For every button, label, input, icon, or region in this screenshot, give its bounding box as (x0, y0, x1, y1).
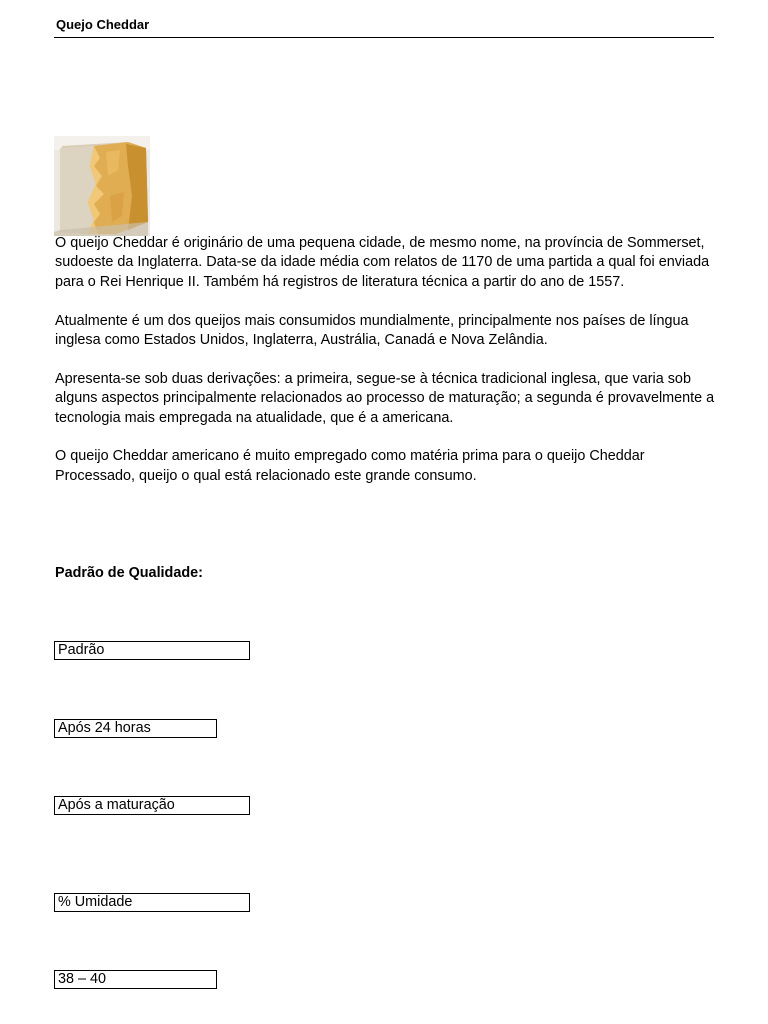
table-cell-umidade: % Umidade (54, 893, 250, 912)
table-cell-apos-maturacao: Após a maturação (54, 796, 250, 815)
table-cell-padrao: Padrão (54, 641, 250, 660)
table-cell-apos-24-horas: Após 24 horas (54, 719, 217, 738)
table-cell-umidade-value: 38 – 40 (54, 970, 217, 989)
cheddar-cheese-image (54, 136, 150, 236)
cheddar-cheese-icon (54, 136, 150, 236)
quality-standard-heading: Padrão de Qualidade: (55, 565, 203, 581)
header-divider (54, 37, 714, 38)
page-header-title: Quejo Cheddar (56, 17, 150, 32)
paragraph-derivations: Apresenta-se sob duas derivações: a primeira, segue-se à técnica tradicional inglesa, que varia sob alguns aspectos principalmente relacionados ao processo de maturação; a segunda é provavelmente a tecnologia mais empregada na atualidade, que é a americana. (55, 370, 715, 426)
article-body (55, 234, 719, 506)
paragraph-origin: O queijo Cheddar é originário de uma pequena cidade, de mesmo nome, na província de Sommerset, sudoeste da Inglaterra. Data-se da idade média com relatos de 1170 de uma partida a qual foi enviada para o Rei Henrique II. Também há registros de literatura técnica a partir do ano de 1557. (55, 235, 710, 290)
paragraph-american-cheddar: O queijo Cheddar americano é muito empregado como matéria prima para o queijo Cheddar Processado, queijo o qual está relacionado este grande consumo. (55, 448, 645, 484)
paragraph-consumption: Atualmente é um dos queijos mais consumidos mundialmente, principalmente nos países de língua inglesa como Estados Unidos, Inglaterra, Austrália, Canadá e Nova Zelândia. (55, 312, 689, 349)
